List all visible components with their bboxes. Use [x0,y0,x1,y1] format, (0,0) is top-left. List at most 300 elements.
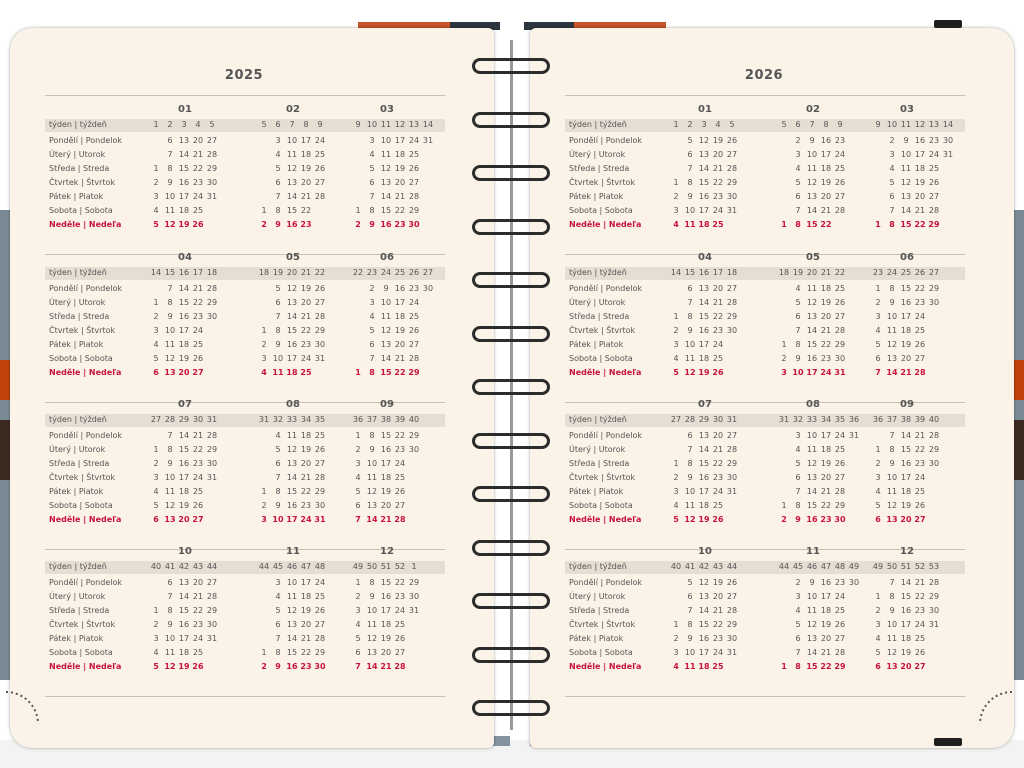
day-number: 25 [314,431,326,440]
quarter-block [565,104,965,238]
day-number: 24 [712,340,724,349]
day-number: 22 [820,501,832,510]
day-number: 21 [712,164,724,173]
day-number: 18 [178,340,190,349]
day-number: 25 [192,487,204,496]
day-number: 19 [178,220,190,229]
day-number: 2 [795,578,801,587]
day-number: 11 [886,326,898,335]
month-name: 04 [178,252,192,263]
day-number: 25 [914,326,926,335]
day-number: 9 [275,220,281,229]
day-number: 31 [206,473,218,482]
day-number: 15 [178,606,190,615]
week-number: 51 [900,562,912,571]
week-number: 6 [275,120,281,129]
day-number: 15 [698,312,710,321]
week-number: 14 [422,120,434,129]
day-number: 24 [300,354,312,363]
day-number: 22 [712,178,724,187]
day-number: 15 [178,164,190,173]
day-number: 12 [806,459,818,468]
day-number: 24 [192,473,204,482]
day-number: 27 [726,284,738,293]
day-number: 13 [286,298,298,307]
day-number: 22 [192,606,204,615]
week-number: 44 [206,562,218,571]
day-number: 26 [408,326,420,335]
week-number: 18 [726,268,738,277]
day-number: 27 [726,431,738,440]
day-number: 27 [314,178,326,187]
day-label: Středa | Streda [49,312,110,321]
day-number: 7 [889,431,895,440]
day-number: 18 [698,501,710,510]
day-number: 17 [286,515,298,524]
day-number: 3 [875,473,881,482]
day-number: 8 [889,284,895,293]
day-number: 27 [408,178,420,187]
day-number: 28 [914,368,926,377]
day-number: 14 [806,206,818,215]
month-name: 06 [380,252,394,263]
day-number: 17 [698,487,710,496]
day-number: 15 [178,298,190,307]
day-number: 13 [698,431,710,440]
day-number: 16 [380,220,392,229]
week-number: 33 [806,415,818,424]
day-number: 18 [300,150,312,159]
day-number: 1 [261,487,267,496]
day-label: Neděle | Nedeľa [49,515,122,524]
day-number: 24 [914,473,926,482]
day-number: 20 [178,515,190,524]
day-number: 26 [314,445,326,454]
day-number: 10 [380,136,392,145]
day-number: 27 [914,515,926,524]
day-number: 17 [300,578,312,587]
week-number: 25 [394,268,406,277]
day-number: 30 [206,178,218,187]
day-number: 27 [314,459,326,468]
day-number: 10 [164,192,176,201]
day-number: 2 [875,298,881,307]
day-number: 11 [380,150,392,159]
day-label: Středa | Streda [569,312,630,321]
day-number: 30 [314,662,326,671]
day-number: 18 [394,312,406,321]
week-number: 10 [886,120,898,129]
day-number: 23 [394,220,406,229]
day-label: Úterý | Utorok [49,445,106,454]
day-number: 7 [167,431,173,440]
elastic-band-bottom [934,738,962,746]
day-label: Čtvrtek | Štvrtok [49,473,116,482]
month-name: 07 [698,399,712,410]
day-number: 22 [394,578,406,587]
week-number: 5 [209,120,215,129]
month-name: 12 [380,546,394,557]
day-number: 12 [806,178,818,187]
day-number: 26 [726,136,738,145]
ring-loop [472,540,550,556]
day-number: 10 [886,312,898,321]
day-number: 17 [698,206,710,215]
day-number: 23 [712,192,724,201]
day-number: 23 [408,284,420,293]
day-number: 26 [192,501,204,510]
binding-ring [472,112,550,128]
week-number: 46 [286,562,298,571]
day-number: 23 [712,634,724,643]
day-number: 16 [900,298,912,307]
day-number: 20 [300,459,312,468]
day-number: 6 [275,298,281,307]
day-number: 23 [300,340,312,349]
day-number: 20 [300,620,312,629]
week-number: 37 [366,415,378,424]
day-number: 30 [726,473,738,482]
week-label: týden | týždeň [49,120,107,129]
day-number: 23 [914,459,926,468]
ring-loop [472,593,550,609]
day-number: 9 [889,459,895,468]
day-number: 12 [380,326,392,335]
day-number: 3 [261,354,267,363]
day-number: 31 [206,192,218,201]
day-number: 19 [380,634,392,643]
day-number: 31 [314,354,326,363]
week-number: 39 [914,415,926,424]
day-number: 15 [380,431,392,440]
day-number: 25 [394,620,406,629]
week-number: 37 [886,415,898,424]
month-name: 04 [698,252,712,263]
week-number: 45 [792,562,804,571]
day-number: 28 [726,445,738,454]
week-number: 9 [837,120,843,129]
day-number: 19 [300,445,312,454]
month-name: 08 [286,399,300,410]
day-number: 27 [834,312,846,321]
day-number: 9 [275,501,281,510]
week-number: 29 [178,415,190,424]
day-number: 29 [314,648,326,657]
day-number: 5 [355,634,361,643]
day-number: 18 [286,368,298,377]
day-number: 19 [712,578,724,587]
day-number: 16 [900,459,912,468]
day-number: 23 [300,662,312,671]
day-number: 30 [422,284,434,293]
day-number: 3 [889,150,895,159]
day-number: 22 [820,220,832,229]
month-name: 01 [178,104,192,115]
day-label: Středa | Streda [49,606,110,615]
day-number: 6 [889,192,895,201]
month-name: 05 [286,252,300,263]
day-number: 3 [369,136,375,145]
day-label: Pondělí | Pondelok [49,136,122,145]
day-number: 7 [167,284,173,293]
day-number: 26 [712,515,724,524]
day-number: 25 [834,445,846,454]
day-number: 11 [806,606,818,615]
day-number: 4 [153,340,159,349]
binding-ring [472,219,550,235]
day-number: 15 [806,340,818,349]
day-number: 13 [886,354,898,363]
day-number: 11 [684,662,696,671]
day-number: 16 [286,220,298,229]
day-number: 8 [369,578,375,587]
day-number: 9 [809,136,815,145]
day-number: 4 [355,620,361,629]
month-name: 01 [698,104,712,115]
day-number: 9 [369,445,375,454]
day-number: 12 [698,578,710,587]
week-number: 15 [684,268,696,277]
week-number: 26 [408,268,420,277]
day-number: 6 [369,340,375,349]
day-label: Pátek | Piatok [569,634,624,643]
day-number: 14 [286,473,298,482]
quarter-block [45,252,445,386]
day-label: Středa | Streda [49,164,110,173]
day-number: 25 [928,164,940,173]
day-number: 9 [889,606,895,615]
day-number: 9 [687,473,693,482]
day-number: 16 [380,592,392,601]
month-name: 05 [806,252,820,263]
day-number: 21 [380,515,392,524]
day-number: 7 [795,487,801,496]
week-number: 9 [875,120,881,129]
month-name: 10 [178,546,192,557]
day-number: 23 [820,354,832,363]
day-number: 12 [164,354,176,363]
day-number: 2 [153,312,159,321]
day-number: 21 [192,431,204,440]
day-number: 6 [153,515,159,524]
day-number: 12 [806,620,818,629]
day-number: 13 [886,662,898,671]
day-number: 12 [286,164,298,173]
day-number: 8 [889,220,895,229]
day-number: 6 [795,192,801,201]
day-number: 29 [206,606,218,615]
day-number: 14 [900,206,912,215]
day-number: 22 [192,298,204,307]
day-number: 18 [820,445,832,454]
day-number: 19 [820,178,832,187]
day-number: 26 [314,606,326,615]
day-number: 24 [394,606,406,615]
day-number: 7 [369,354,375,363]
day-number: 3 [355,459,361,468]
week-number: 10 [366,120,378,129]
day-number: 1 [355,578,361,587]
day-number: 21 [192,592,204,601]
day-number: 12 [380,164,392,173]
day-number: 2 [261,662,267,671]
left-page [10,28,494,748]
day-number: 20 [380,501,392,510]
ring-loop [472,486,550,502]
day-number: 8 [795,501,801,510]
day-number: 4 [153,648,159,657]
day-number: 30 [834,354,846,363]
week-number: 1 [673,120,679,129]
day-number: 2 [673,326,679,335]
day-number: 24 [712,206,724,215]
day-number: 15 [698,178,710,187]
day-label: Sobota | Sobota [49,206,113,215]
day-number: 18 [380,473,392,482]
day-number: 21 [300,473,312,482]
day-number: 1 [355,368,361,377]
day-number: 17 [698,340,710,349]
day-number: 27 [834,634,846,643]
day-number: 13 [164,368,176,377]
day-number: 15 [806,220,818,229]
day-number: 9 [369,220,375,229]
block-divider [45,696,445,697]
day-number: 8 [795,220,801,229]
month-name: 08 [806,399,820,410]
week-number: 44 [778,562,790,571]
day-number: 15 [286,206,298,215]
day-number: 26 [192,220,204,229]
day-number: 25 [192,206,204,215]
week-number: 52 [914,562,926,571]
week-number: 5 [729,120,735,129]
day-number: 11 [164,648,176,657]
day-number: 5 [275,164,281,173]
day-number: 10 [286,578,298,587]
day-number: 19 [178,662,190,671]
day-number: 17 [380,606,392,615]
binding-ring [472,486,550,502]
day-number: 22 [820,340,832,349]
day-number: 21 [394,354,406,363]
week-number: 40 [928,415,940,424]
day-number: 7 [889,578,895,587]
day-number: 13 [380,340,392,349]
day-number: 7 [687,164,693,173]
day-number: 21 [300,192,312,201]
day-number: 28 [408,354,420,363]
week-label: týden | týždeň [49,562,107,571]
day-number: 20 [914,192,926,201]
year-title: 2025 [224,68,264,83]
day-number: 4 [795,164,801,173]
week-number: 7 [809,120,815,129]
week-number: 50 [886,562,898,571]
day-number: 2 [355,220,361,229]
day-number: 24 [820,368,832,377]
day-number: 21 [914,431,926,440]
day-number: 4 [795,284,801,293]
day-number: 7 [795,648,801,657]
day-number: 5 [153,354,159,363]
week-number: 14 [670,268,682,277]
day-number: 8 [687,620,693,629]
week-number: 11 [900,120,912,129]
month-name: 03 [380,104,394,115]
day-label: Neděle | Nedeľa [49,662,122,671]
day-number: 30 [314,340,326,349]
day-number: 17 [698,648,710,657]
day-number: 25 [314,592,326,601]
ring-loop [472,647,550,663]
day-number: 16 [806,354,818,363]
day-number: 15 [380,206,392,215]
day-number: 8 [369,206,375,215]
day-number: 27 [314,620,326,629]
week-number: 29 [698,415,710,424]
day-number: 31 [848,431,860,440]
day-number: 17 [900,473,912,482]
day-label: Středa | Streda [49,459,110,468]
day-number: 28 [408,192,420,201]
day-number: 28 [314,192,326,201]
week-label: týden | týždeň [569,120,627,129]
day-number: 10 [286,136,298,145]
day-number: 26 [726,578,738,587]
day-number: 5 [875,648,881,657]
day-number: 21 [712,606,724,615]
day-number: 19 [698,515,710,524]
day-number: 31 [314,515,326,524]
quarter-block [45,399,445,533]
day-number: 4 [673,501,679,510]
week-number: 11 [380,120,392,129]
day-number: 23 [914,298,926,307]
day-number: 11 [164,206,176,215]
day-number: 29 [314,487,326,496]
day-number: 6 [355,648,361,657]
day-number: 28 [314,312,326,321]
day-number: 7 [687,606,693,615]
day-number: 20 [192,136,204,145]
day-number: 11 [886,487,898,496]
day-number: 4 [795,445,801,454]
day-number: 9 [167,312,173,321]
day-number: 30 [942,136,954,145]
day-number: 3 [795,431,801,440]
day-number: 12 [366,487,378,496]
day-number: 2 [673,192,679,201]
week-number: 2 [687,120,693,129]
day-number: 18 [394,150,406,159]
day-number: 18 [820,606,832,615]
week-number: 35 [314,415,326,424]
week-number: 3 [701,120,707,129]
day-number: 20 [300,298,312,307]
binding-ring [472,379,550,395]
week-number: 35 [834,415,846,424]
day-number: 23 [192,620,204,629]
week-number: 31 [726,415,738,424]
day-number: 1 [355,206,361,215]
day-number: 17 [820,592,832,601]
day-number: 22 [914,284,926,293]
day-number: 24 [314,578,326,587]
binding-ring [472,593,550,609]
day-number: 27 [726,150,738,159]
week-number: 14 [942,120,954,129]
